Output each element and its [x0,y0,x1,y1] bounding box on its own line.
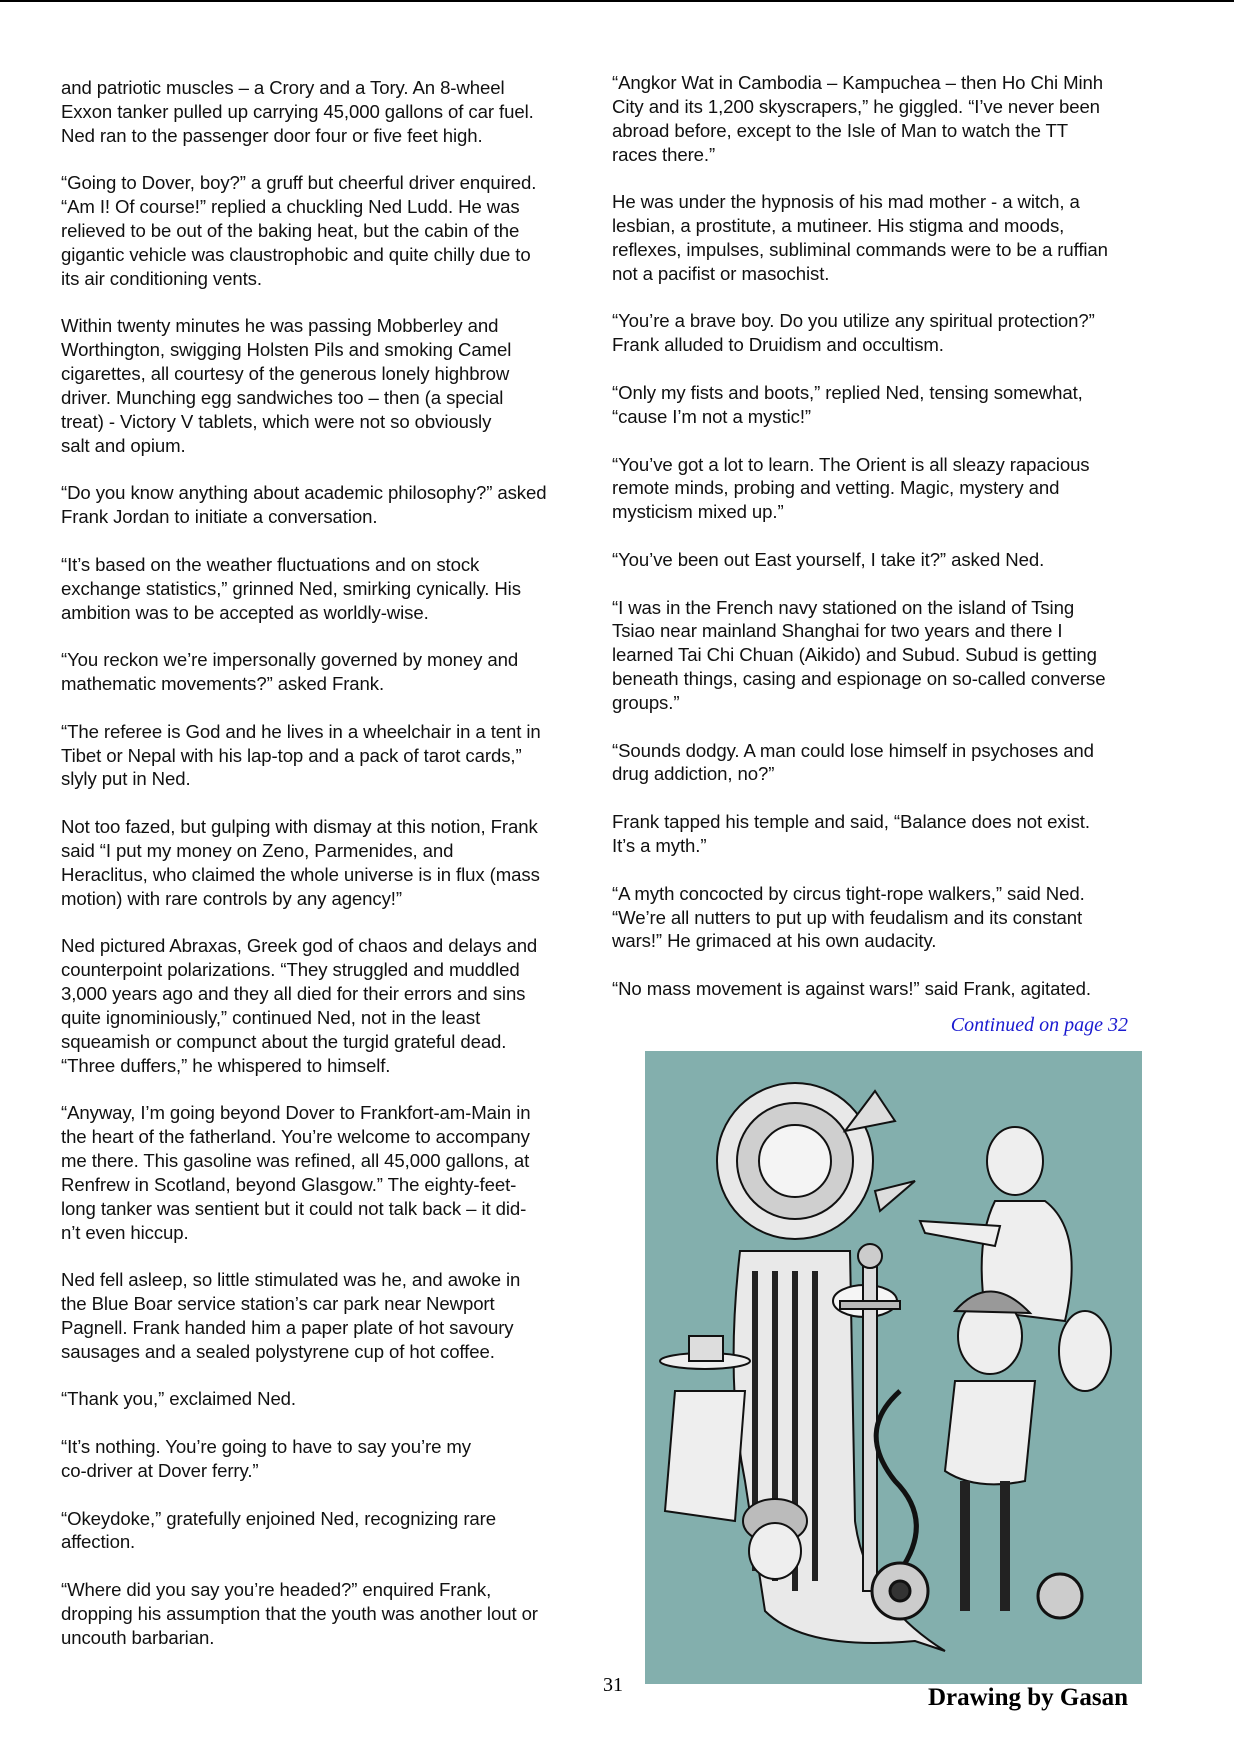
grimacing-face [1059,1311,1111,1391]
text-line: Tibet or Nepal with his lap-top and a pack of tarot cards,” [61,744,522,766]
text-line: quite ignominiously,” continued Ned, not in the least [61,1006,481,1028]
text-line: It’s a myth.” [612,835,707,856]
paragraph [612,309,1152,357]
paragraph [61,314,601,457]
text-line: “Sounds dodgy. A man could lose himself in psychoses and [612,739,1094,761]
text-line: Ned pictured Abraxas, Greek god of chaos and delays and [61,935,538,957]
text-line: Ned fell asleep, so little stimulated was he, and awoke in [61,1269,521,1291]
paragraph [612,381,1152,429]
text-line: “Three duffers,” he whispered to himself. [61,1054,391,1076]
text-line: mysticism mixed up.” [612,501,784,523]
page-top-rule [0,0,1234,2]
drawing-image [645,1051,1142,1684]
paragraph [61,1387,601,1411]
text-line: beneath things, casing and espionage on so-called converse [612,668,1106,690]
text-line: races there.” [612,143,716,165]
text-line: “You’ve been out East yourself, I take it?” asked Ned. [612,548,1045,570]
paragraph [612,453,1152,525]
paragraph [612,977,1152,1001]
paragraph [612,596,1152,715]
paragraph [61,481,601,529]
text-line: “I was in the French navy stationed on the island of Tsing [612,596,1075,618]
paragraph [612,882,1152,954]
text-line: drug addiction, no?” [612,763,775,785]
text-line: “Anyway, I’m going beyond Dover to Frankfort-am-Main in [61,1102,531,1124]
text-line: “You reckon we’re impersonally governed by money and [61,649,519,671]
paragraph [612,71,1152,166]
text-line: “Only my fists and boots,” replied Ned, tensing somewhat, [612,381,1083,403]
text-line: “It’s nothing. You’re going to have to say you’re my [61,1436,471,1458]
text-line: “Thank you,” exclaimed Ned. [61,1388,296,1410]
paragraph [61,1435,601,1483]
text-line: the heart of the fatherland. You’re welcome to accompany [61,1126,530,1148]
text-line: “Am I! Of course!” replied a chuckling Ned Ludd. He was [61,196,520,218]
text-line: Frank Jordan to initiate a conversation. [61,506,378,528]
paragraph [61,934,601,1077]
illustration [645,1051,1142,1684]
paragraph [61,171,601,290]
text-line: “We’re all nutters to put up with feudalism and its constant [612,906,1083,928]
text-line: wars!” He grimaced at his own audacity. [612,930,937,952]
text-line: motion) with rare controls by any agency!” [61,887,402,909]
text-line: the Blue Boar service station’s car park near Newport [61,1293,495,1315]
text-line: Ned ran to the passenger door four or five feet high. [61,124,483,146]
text-line: abroad before, except to the Isle of Man to watch the TT [612,119,1069,141]
text-line: “Going to Dover, boy?” a gruff but cheerful driver enquired. [61,172,537,194]
text-line: Tsiao near mainland Shanghai for two years and there I [612,620,1063,642]
text-line: counterpoint polarizations. “They struggled and muddled [61,959,520,981]
text-line: 3,000 years ago and they all died for their errors and sins [61,983,526,1005]
text-line: gigantic vehicle was claustrophobic and quite chilly due to [61,243,531,265]
continued-on-page-link: Continued on page 32 [950,1014,1128,1036]
text-line: said “I put my money on Zeno, Parmenides, and [61,840,454,861]
text-line: not a pacifist or masochist. [612,262,830,284]
text-line: Worthington, swigging Holsten Pils and smoking Camel [61,339,512,361]
paragraph [61,1268,601,1363]
text-line: sausages and a sealed polystyrene cup of hot coffee. [61,1340,495,1362]
text-line: treat) - Victory V tablets, which were not so obviously [61,410,492,432]
paragraph [61,1507,601,1555]
text-line: uncouth barbarian. [61,1626,215,1648]
text-line: co-driver at Dover ferry.” [61,1459,259,1481]
text-line: slyly put in Ned. [61,768,191,790]
text-line: Renfrew in Scotland, beyond Glasgow.” The eighty-feet- [61,1173,517,1195]
text-line: learned Tai Chi Chuan (Aikido) and Subud. Subud is getting [612,644,1097,666]
text-line: “You’re a brave boy. Do you utilize any spiritual protection?” [612,310,1095,332]
text-line: its air conditioning vents. [61,267,262,289]
text-line: “Where did you say you’re headed?” enquired Frank, [61,1579,492,1601]
illustration-credit: Drawing by Gasan [927,1684,1128,1711]
text-line: “cause I’m not a mystic!” [612,405,811,427]
text-line: long tanker was sentient but it could not talk back – it did- [61,1197,527,1219]
paragraph [61,648,601,696]
paragraph [612,810,1152,858]
text-line: salt and opium. [61,434,186,456]
left-text-column [61,76,601,1674]
text-line: driver. Munching egg sandwiches too – then (a special [61,386,504,408]
paragraph [612,548,1152,572]
text-line: “The referee is God and he lives in a wheelchair in a tent in [61,720,541,742]
paragraph [61,815,601,910]
text-line: Frank tapped his temple and said, “Balance does not exist. [612,811,1090,833]
text-line: Heraclitus, who claimed the whole universe is in flux (mass [61,863,540,885]
text-line: “Do you know anything about academic philosophy?” asked [61,482,547,504]
text-line: squeamish or compunct about the turgid grateful dead. [61,1030,507,1052]
paragraph [61,1101,601,1244]
paragraph [61,76,601,148]
text-line: and patriotic muscles – a Crory and a Tory. An 8-wheel [61,77,505,98]
text-line: City and its 1,200 skyscrapers,” he giggled. “I’ve never been [612,95,1100,117]
page-number: 31 [603,1674,623,1696]
text-line: groups.” [612,691,680,713]
hatted-figure [660,1336,750,1521]
text-line: “Angkor Wat in Cambodia – Kampuchea – then Ho Chi Minh [612,72,1104,93]
text-line: Within twenty minutes he was passing Mobberley and [61,315,499,337]
text-line: Exxon tanker pulled up carrying 45,000 gallons of car fuel. [61,100,534,122]
right-text-column [612,71,1152,1025]
small-capped-figure [743,1499,807,1579]
text-line: “It’s based on the weather fluctuations and on stock [61,553,480,575]
text-line: “A myth concocted by circus tight-rope walkers,” said Ned. [612,882,1085,904]
text-line: ambition was to be accepted as worldly-wise. [61,601,429,623]
text-line: “You’ve got a lot to learn. The Orient is all sleazy rapacious [612,453,1090,475]
paragraph [61,553,601,625]
paragraph [61,1578,601,1650]
text-line: remote minds, probing and vetting. Magic, mystery and [612,477,1060,499]
text-line: Not too fazed, but gulping with dismay at this notion, Frank [61,816,538,838]
text-line: Frank alluded to Druidism and occultism. [612,334,944,356]
text-line: cigarettes, all courtesy of the generous lonely highbrow [61,363,510,385]
paragraph [61,720,601,792]
text-line: “No mass movement is against wars!” said Frank, agitated. [612,978,1091,1000]
text-line: affection. [61,1531,136,1553]
text-line: dropping his assumption that the youth was another lout or [61,1603,538,1624]
text-line: exchange statistics,” grinned Ned, smirking cynically. His [61,577,521,599]
text-line: reflexes, impulses, subliminal commands were to be a ruffian [612,238,1108,260]
text-line: mathematic movements?” asked Frank. [61,673,385,695]
text-line: n’t even hiccup. [61,1221,189,1243]
text-line: Pagnell. Frank handed him a paper plate of hot savoury [61,1316,514,1338]
paragraph [612,190,1152,285]
text-line: me there. This gasoline was refined, all 45,000 gallons, at [61,1149,530,1171]
text-line: “Okeydoke,” gratefully enjoined Ned, recognizing rare [61,1507,496,1529]
text-line: relieved to be out of the baking heat, but the cabin of the [61,220,520,242]
text-line: lesbian, a prostitute, a mutineer. His stigma and moods, [612,215,1065,237]
paragraph [612,739,1152,787]
text-line: He was under the hypnosis of his mad mother - a witch, a [612,191,1080,213]
